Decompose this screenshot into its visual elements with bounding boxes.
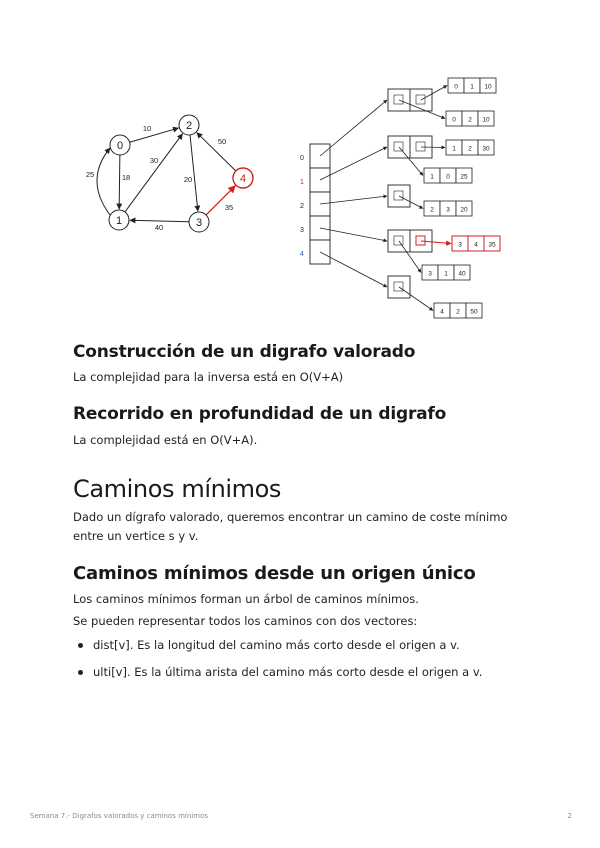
edge-1-0 [97,148,110,215]
record-value: 4 [440,308,444,316]
section-text-recorrido: La complejidad está en O(V+A). [73,433,258,447]
record-value: 40 [458,270,466,278]
section-text-origen-1: Los caminos mínimos forman un árbol de caminos mínimos. [73,592,419,606]
list-item-text: ulti[v]. Es la última arista del camino más corto desde el origen a v. [93,665,483,679]
pointer-4 [320,252,387,287]
footer-title: Semana 7.- Digrafos valorados y caminos mínimos [30,812,208,820]
record-link-7 [399,287,433,311]
edge-weight-0-1: 18 [121,173,131,182]
record-value: 25 [460,173,468,181]
bullet-icon [78,670,83,675]
section-text-origen-2: Se pueden representar todos los caminos con dos vectores: [73,614,418,628]
record-value: 1 [452,145,456,153]
section-title-recorrido: Recorrido en profundidad de un digrafo [73,404,447,424]
record-value: 2 [430,206,434,214]
record-value: 50 [470,308,478,316]
record-value: 35 [488,241,496,249]
edge-0-2 [130,128,179,142]
edge-weight-2-3: 20 [183,175,193,184]
section-title-construccion: Construcción de un digrafo valorado [73,342,416,362]
list-item-dist [73,636,482,655]
vector-list [73,636,482,690]
section-title-origen-unico: Caminos mínimos desde un origen único [73,563,476,584]
index-label-1: 1 [300,179,304,186]
record-value: 20 [460,206,468,214]
record-link-2 [421,147,445,148]
edge-4-2 [197,133,236,171]
digraph-figure [72,68,530,326]
record-value: 2 [468,145,472,153]
list-item-text: dist[v]. Es la longitud del camino más corto desde el origen a v. [93,638,460,652]
index-label-0: 0 [300,155,304,162]
section-text-construccion: La complejidad para la inversa está en O(V+A) [73,370,344,384]
edge-weight-0-2: 10 [142,124,152,133]
edge-2-3 [190,135,198,211]
edge-weight-1-2: 30 [149,156,159,165]
node-label-0: 0 [116,140,124,152]
digraph [86,115,253,232]
index-label-3: 3 [300,227,304,234]
record-value: 1 [430,173,434,181]
node-label-2: 2 [185,120,193,132]
index-label-4: 4 [300,251,304,258]
figure-canvas [72,68,530,326]
bullet-icon [78,643,83,648]
edge-weight-3-4: 35 [224,203,234,212]
record-value: 1 [470,83,474,91]
record-value: 3 [446,206,450,214]
node-label-3: 3 [195,217,203,229]
record-value: 10 [484,83,492,91]
record-value: 30 [482,145,490,153]
edge-3-1 [130,220,189,221]
section-text-caminos-line1: Dado un dígrafo valorado, queremos encontrar un camino de coste mínimo [73,510,508,524]
pointer-0 [320,100,387,156]
record-value: 4 [474,241,478,249]
record-value: 3 [428,270,432,278]
edge-0-1 [119,155,120,209]
edge-weight-4-2: 50 [217,137,227,146]
record-value: 10 [482,116,490,124]
record-value: 1 [444,270,448,278]
adjacency-list [300,78,500,318]
index-label-2: 2 [300,203,304,210]
record-value: 2 [468,116,472,124]
record-value: 0 [446,173,450,181]
section-text-caminos-line2: entre un vertice s y v. [73,529,199,543]
section-title-caminos-minimos: Caminos mínimos [73,475,282,503]
edge-weight-1-0: 25 [85,170,95,179]
node-label-4: 4 [239,173,247,185]
list-item-ulti [73,663,482,682]
record-value: 0 [452,116,456,124]
edge-1-2 [125,134,183,212]
record-value: 2 [456,308,460,316]
record-value: 0 [454,83,458,91]
page-number: 2 [567,812,572,820]
edge-weight-3-1: 40 [154,223,164,232]
record-value: 3 [458,241,462,249]
node-label-1: 1 [115,215,123,227]
